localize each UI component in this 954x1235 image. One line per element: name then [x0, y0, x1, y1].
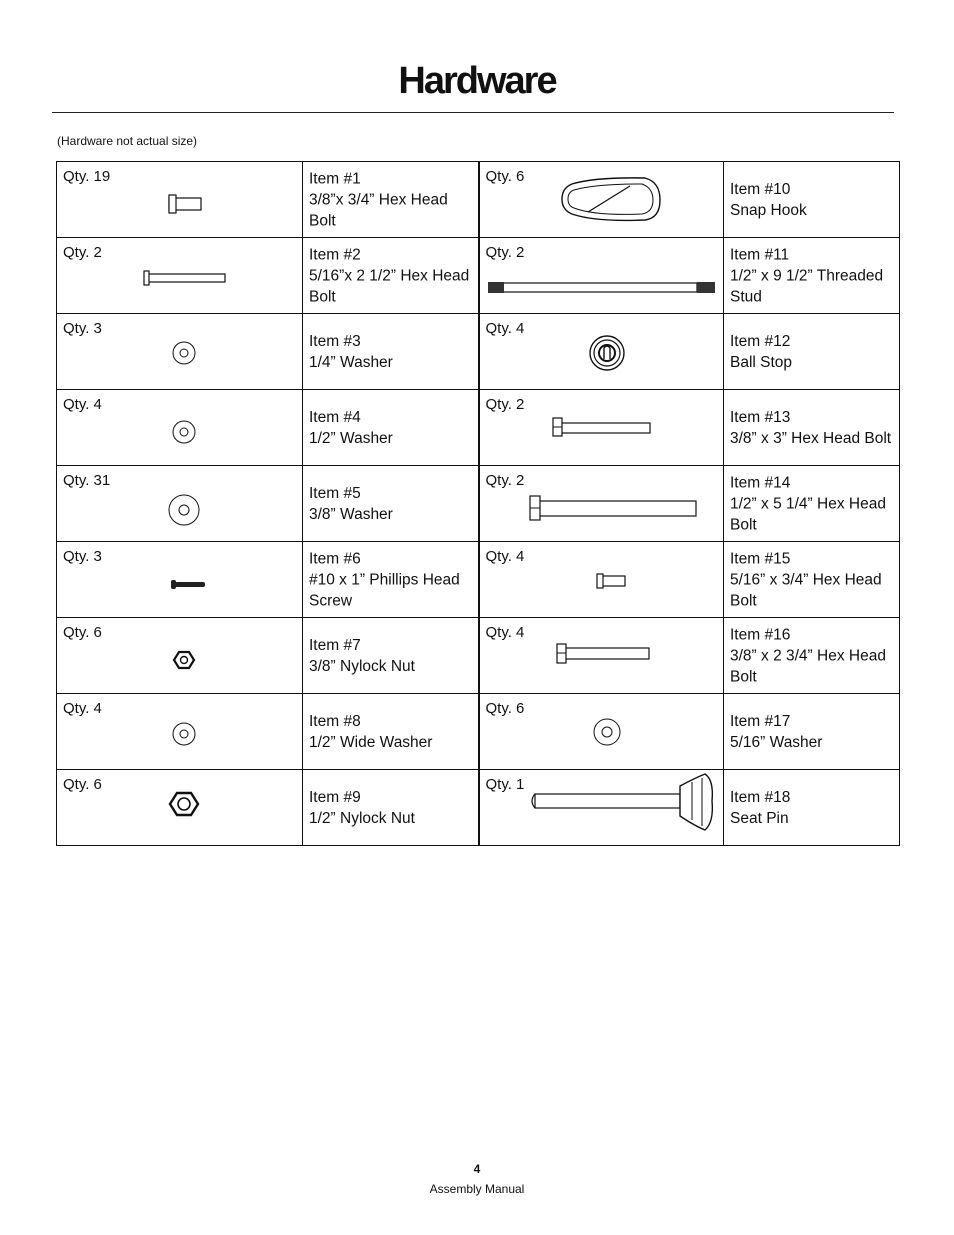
quantity-label: Qty. 2 — [485, 244, 525, 261]
quantity-label: Qty. 4 — [63, 396, 102, 413]
qty-cell — [57, 314, 303, 390]
qty-cell — [57, 694, 303, 770]
item-description-cell — [724, 618, 900, 694]
table-row — [57, 238, 900, 314]
washer-icon — [57, 466, 302, 542]
item-description — [309, 244, 474, 307]
qty-cell — [479, 390, 724, 466]
qty-cell — [57, 162, 303, 238]
item-number: Item #6 — [309, 550, 361, 567]
qty-cell — [57, 542, 303, 618]
qty-cell — [479, 162, 724, 238]
item-description-cell — [303, 314, 479, 390]
item-description-cell — [724, 542, 900, 618]
item-description — [730, 624, 895, 687]
quantity-label: Qty. 4 — [485, 624, 525, 641]
item-number: Item #17 — [730, 712, 791, 730]
qty-cell — [479, 542, 724, 618]
table-row — [57, 162, 900, 238]
footer-text: Assembly Manual — [429, 1182, 525, 1196]
quantity-label: Qty. 2 — [485, 472, 525, 489]
item-description-cell — [724, 238, 900, 314]
table-row — [57, 618, 900, 694]
item-description — [309, 483, 474, 525]
item-spec-line: 1/4” Washer — [309, 353, 393, 371]
item-spec-line: Bolt — [309, 212, 336, 229]
item-description — [730, 711, 895, 753]
item-spec-line: 3/8”x 3/4” Hex Head — [309, 191, 448, 208]
washer-icon — [480, 694, 725, 770]
item-description-cell — [303, 770, 479, 846]
qty-cell — [57, 770, 303, 846]
item-description-cell — [724, 466, 900, 542]
washer-icon — [57, 390, 302, 466]
item-description-cell — [303, 238, 479, 314]
qty-cell — [479, 618, 724, 694]
item-number: Item #2 — [309, 246, 361, 263]
item-description — [309, 548, 474, 611]
qty-cell — [479, 466, 724, 542]
item-number: Item #1 — [309, 170, 361, 187]
nylock-nut-icon — [57, 618, 302, 694]
table-row — [57, 770, 900, 846]
item-number: Item #11 — [730, 246, 790, 263]
item-spec-line: Bolt — [730, 592, 757, 609]
item-description — [730, 244, 895, 307]
table-row — [57, 390, 900, 466]
item-description-cell — [303, 390, 479, 466]
item-description — [309, 787, 474, 829]
item-spec-line: 1/2” Wide Washer — [309, 733, 433, 751]
table-row — [57, 314, 900, 390]
item-number: Item #3 — [309, 332, 361, 350]
item-spec-line: 5/16” Washer — [730, 733, 823, 751]
table-row — [57, 542, 900, 618]
item-description — [730, 548, 895, 611]
item-description — [730, 331, 895, 373]
quantity-label: Qty. 3 — [63, 548, 102, 565]
page-title: Hardware — [398, 60, 556, 102]
washer-icon — [57, 314, 302, 390]
qty-cell — [479, 694, 724, 770]
item-number: Item #7 — [309, 636, 361, 654]
qty-cell — [57, 466, 303, 542]
item-description — [309, 331, 474, 373]
qty-cell — [57, 618, 303, 694]
item-description-cell — [724, 390, 900, 466]
item-number: Item #14 — [730, 474, 791, 491]
item-number: Item #10 — [730, 180, 791, 198]
item-spec-line: Snap Hook — [730, 201, 807, 219]
item-number: Item #9 — [309, 788, 361, 806]
item-description-cell — [303, 466, 479, 542]
table-row — [57, 466, 900, 542]
item-spec-line: Stud — [730, 288, 762, 305]
quantity-label: Qty. 4 — [63, 700, 102, 717]
quantity-label: Qty. 6 — [485, 168, 525, 185]
item-description-cell — [724, 314, 900, 390]
item-spec-line: Seat Pin — [730, 809, 789, 827]
item-spec-line: 3/8” Washer — [309, 505, 393, 523]
qty-cell — [57, 238, 303, 314]
item-number: Item #12 — [730, 332, 791, 350]
quantity-label: Qty. 2 — [485, 396, 525, 413]
item-description — [309, 168, 474, 231]
item-description-cell — [303, 542, 479, 618]
item-number: Item #5 — [309, 484, 361, 502]
quantity-label: Qty. 6 — [63, 776, 102, 793]
quantity-label: Qty. 1 — [485, 776, 525, 793]
hex-head-bolt-icon — [57, 238, 302, 314]
hex-head-bolt-icon — [57, 162, 302, 238]
table-row — [57, 694, 900, 770]
item-description-cell — [724, 694, 900, 770]
quantity-label: Qty. 4 — [485, 320, 525, 337]
item-number: Item #4 — [309, 408, 361, 426]
item-description — [309, 711, 474, 753]
item-description — [730, 179, 895, 221]
item-spec-line: Screw — [309, 592, 353, 609]
wide-washer-icon — [57, 694, 302, 770]
qty-cell — [479, 314, 724, 390]
quantity-label: Qty. 2 — [63, 244, 102, 261]
item-spec-line: 3/8” Nylock Nut — [309, 657, 415, 675]
item-spec-line: 3/8” x 3” Hex Head Bolt — [730, 429, 892, 447]
threaded-stud-icon — [480, 238, 725, 314]
quantity-label: Qty. 6 — [63, 624, 102, 641]
item-number: Item #16 — [730, 626, 791, 643]
item-description — [730, 472, 895, 535]
size-note: (Hardware not actual size) — [57, 134, 198, 148]
page-number: 4 — [473, 1162, 481, 1176]
item-spec-line: Bolt — [730, 516, 757, 533]
hex-head-bolt-icon — [480, 466, 725, 542]
item-description — [309, 407, 474, 449]
item-spec-line: Bolt — [309, 288, 336, 305]
item-spec-line: 5/16” x 3/4” Hex Head — [730, 571, 882, 588]
hex-head-bolt-icon — [480, 618, 725, 694]
quantity-label: Qty. 19 — [63, 168, 111, 185]
item-description — [309, 635, 474, 677]
qty-cell — [57, 390, 303, 466]
quantity-label: Qty. 6 — [485, 700, 525, 717]
item-number: Item #18 — [730, 788, 791, 806]
hex-head-bolt-icon — [480, 390, 725, 466]
quantity-label: Qty. 3 — [63, 320, 102, 337]
ball-stop-icon — [480, 314, 725, 390]
snap-hook-icon — [480, 162, 725, 238]
hardware-table — [56, 161, 900, 846]
nylock-nut-icon — [57, 770, 302, 846]
qty-cell — [479, 238, 724, 314]
item-spec-line: 5/16”x 2 1/2” Hex Head — [309, 267, 470, 284]
item-description-cell — [303, 162, 479, 238]
item-number: Item #13 — [730, 408, 791, 426]
item-description — [730, 787, 895, 829]
item-spec-line: 1/2” Nylock Nut — [309, 809, 415, 827]
item-spec-line: #10 x 1” Phillips Head — [309, 571, 460, 588]
item-number: Item #8 — [309, 712, 361, 730]
title-rule — [52, 112, 894, 113]
item-spec-line: 1/2” x 9 1/2” Threaded — [730, 267, 884, 284]
item-spec-line: 1/2” Washer — [309, 429, 393, 447]
phillips-screw-icon — [57, 542, 302, 618]
item-description-cell — [724, 770, 900, 846]
item-description — [730, 407, 895, 449]
quantity-label: Qty. 31 — [63, 472, 111, 489]
quantity-label: Qty. 4 — [485, 548, 525, 565]
item-description-cell — [724, 162, 900, 238]
item-spec-line: Bolt — [730, 668, 757, 685]
seat-pin-icon — [480, 770, 725, 846]
item-spec-line: Ball Stop — [730, 353, 793, 371]
item-spec-line: 1/2” x 5 1/4” Hex Head — [730, 495, 886, 512]
item-description-cell — [303, 618, 479, 694]
item-number: Item #15 — [730, 550, 791, 567]
hex-head-bolt-icon — [480, 542, 725, 618]
item-description-cell — [303, 694, 479, 770]
qty-cell — [479, 770, 724, 846]
item-spec-line: 3/8” x 2 3/4” Hex Head — [730, 647, 886, 664]
